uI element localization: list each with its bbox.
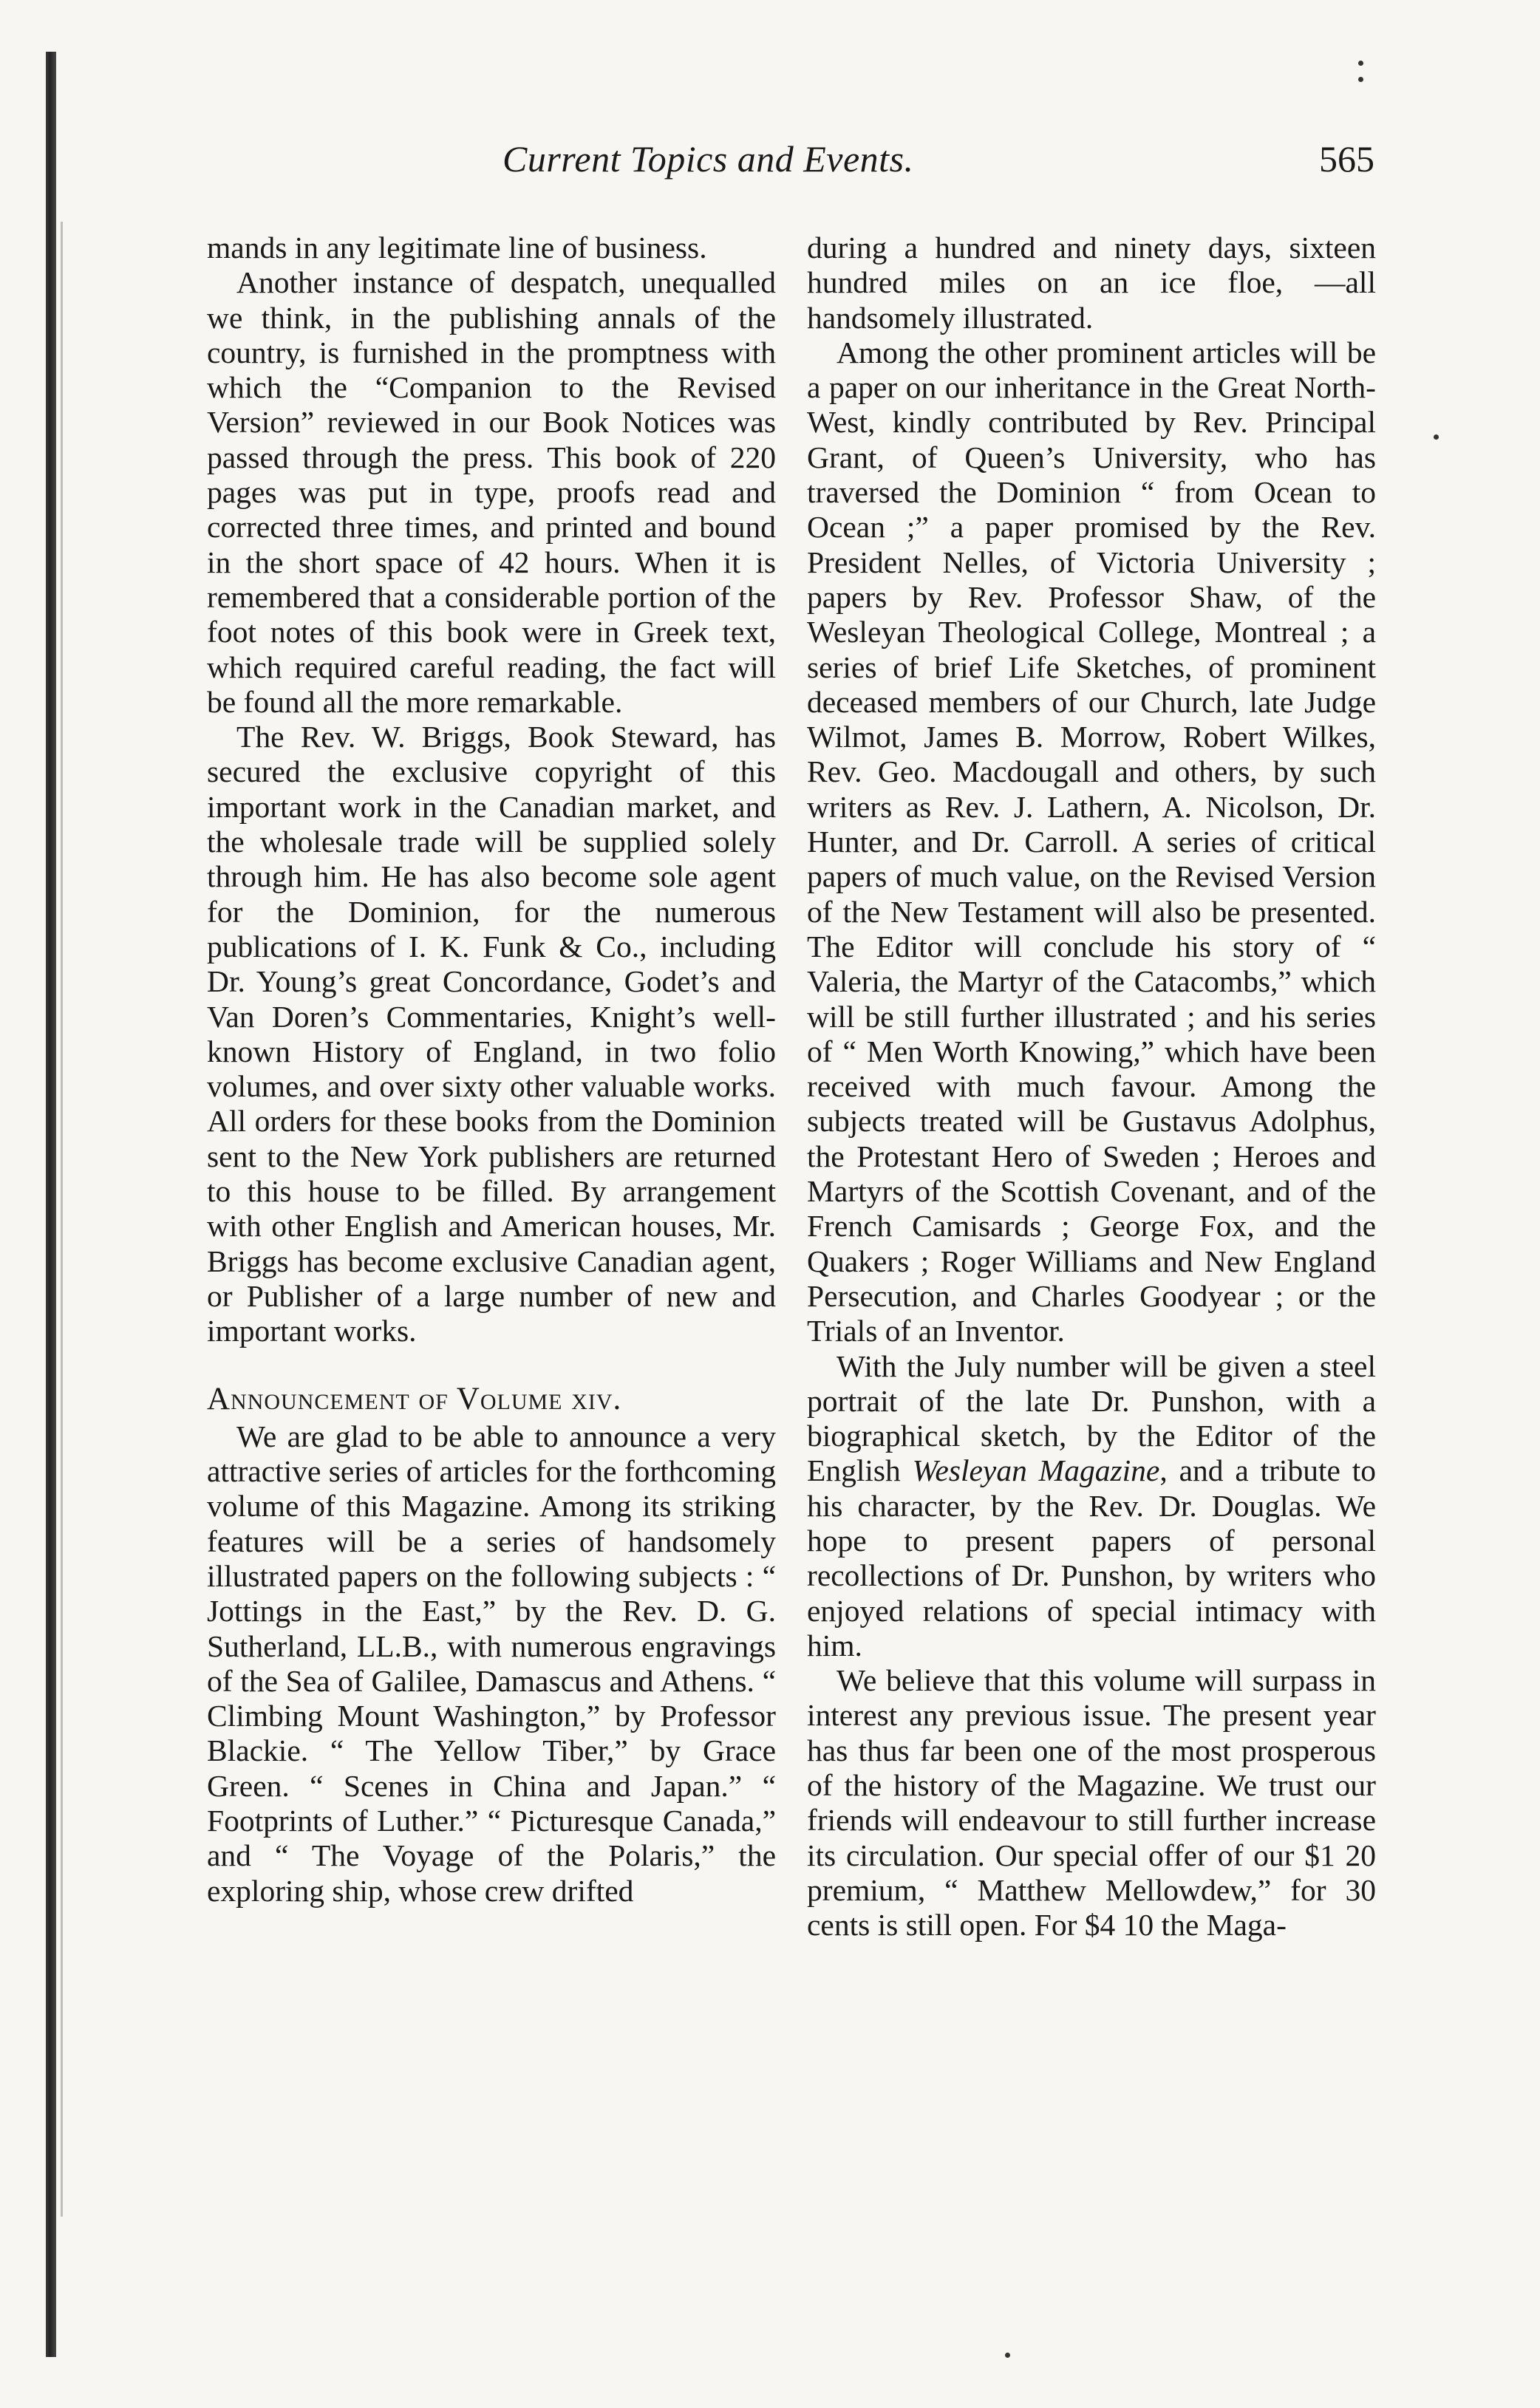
print-speck: [1005, 2353, 1010, 2358]
paragraph-text: With the July number will be given a steel portrait of the late Dr. Punshon, with a biographical sketch, by the Editor of the English: [807, 1348, 1376, 1488]
running-header: [200, 137, 1374, 197]
section-heading: Announcement of Volume xiv.: [207, 1381, 622, 1416]
paragraph: We believe that this volume will surpass in interest any previous issue. The present year has thus far been one of the most prosperous of the history of the Magazine. We trust our friends will endeavour to still further increase its circulation. Our special offer of our $1 20 premium, “ Matthew Mellowdew,” for 30 cents is still open. For $4 10 the Maga-: [807, 1663, 1376, 1943]
paragraph-text: , and a tribute to his character, by the Rev. Dr. Douglas. We hope to present papers of personal recollections of Dr. Punshon, by writers who enjoyed relations of special intimacy with him.: [807, 1453, 1377, 1662]
page-number: 565: [1319, 138, 1374, 180]
print-speck: [1358, 77, 1363, 82]
page-binding-edge: [46, 52, 56, 2357]
right-column: [807, 231, 1376, 1943]
paragraph: during a hundred and ninety days, sixteen hundred miles on an ice floe, —all handsomely illustrated.: [807, 231, 1376, 335]
paragraph: The Rev. W. Briggs, Book Steward, has secured the exclusive copyright of this important work in the Canadian market, and the wholesale trade will be supplied solely through him. He has also become sole agent for the Dominion, for the numerous publications of I. K. Funk & Co., including Dr. Young’s great Concordance, Godet’s and Van Doren’s Commentaries, Knight’s well-known History of England, in two folio volumes, and over sixty other valuable works. All orders for these books from the Dominion sent to the New York publishers are returned to this house to be filled. By arrangement with other English and American houses, Mr. Briggs has become exclusive Canadian agent, or Publisher of a large number of new and important works.: [207, 720, 776, 1348]
paragraph: Among the other prominent articles will be a paper on our inheritance in the Great North-West, kindly contributed by Rev. Principal Grant, of Queen’s University, who has traversed the Dominion “ from Ocean to Ocean ;” a paper promised by the Rev. President Nelles, of Victoria University ; papers by Rev. Professor Shaw, of the Wesleyan Theological College, Montreal ; a series of brief Life Sketches, of prominent deceased members of our Church, late Judge Wilmot, James B. Morrow, Robert Wilkes, Rev. Geo. Macdougall and others, by such writers as Rev. J. Lathern, A. Nicolson, Dr. Hunter, and Dr. Carroll. A series of critical papers of much value, on the Revised Version of the New Testament will also be presented. The Editor will conclude his story of “ Valeria, the Martyr of the Catacombs,” which will be still further illustrated ; and his series of “ Men Worth Knowing,” which have been received with much favour. Among the subjects treated will be Gustavus Adolphus, the Protestant Hero of Sweden ; Heroes and Martyrs of the Scottish Covenant, and of the French Camisards ; George Fox, and the Quakers ; Roger Williams and New England Persecution, and Charles Goodyear ; or the Trials of an Inventor.: [807, 335, 1376, 1348]
left-column: [207, 231, 776, 1909]
paragraph: Another instance of despatch, unequalled we think, in the publishing annals of the country, is furnished in the promptness with which the “Companion to the Revised Version” reviewed in our Book Notices was passed through the press. This book of 220 pages was put in type, proofs read and corrected three times, and printed and bound in the short space of 42 hours. When it is remembered that a considerable portion of the foot notes of this book were in Greek text, which required careful reading, the fact will be found all the more remarkable.: [207, 265, 776, 719]
paragraph: mands in any legitimate line of business.: [207, 231, 707, 265]
paragraph: [807, 1349, 1376, 1664]
running-title: Current Topics and Events.: [502, 138, 914, 180]
magazine-title: Wesleyan Magazine: [912, 1453, 1160, 1488]
page-binding-shadow: [61, 222, 63, 2217]
print-speck: [1434, 434, 1439, 440]
paragraph: We are glad to be able to announce a very attractive series of articles for the forthcoming volume of this Magazine. Among its striking features will be a series of handsomely illustrated papers on the following subjects : “ Jottings in the East,” by the Rev. D. G. Sutherland, LL.B., with numerous engravings of the Sea of Galilee, Damascus and Athens. “ Climbing Mount Washington,” by Professor Blackie. “ The Yellow Tiber,” by Grace Green. “ Scenes in China and Japan.” “ Footprints of Luther.” “ Picturesque Canada,” and “ The Voyage of the Polaris,” the exploring ship, whose crew drifted: [207, 1419, 776, 1908]
print-speck: [1358, 61, 1363, 66]
